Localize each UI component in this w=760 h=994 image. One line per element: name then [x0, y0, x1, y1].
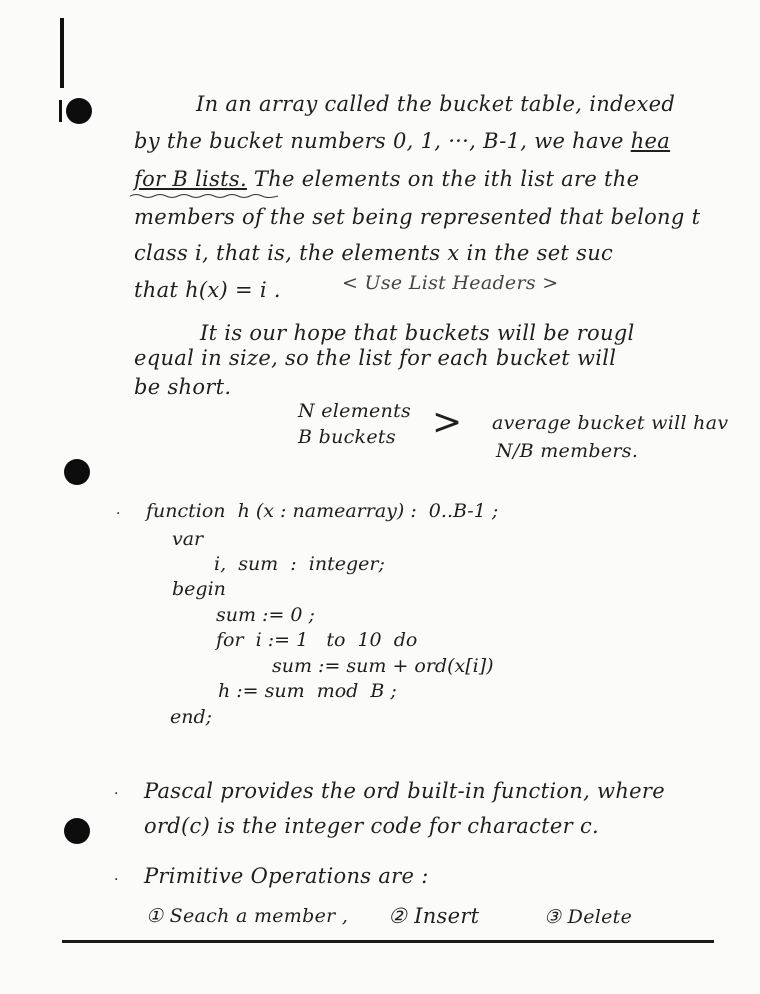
op-insert: ② Insert	[388, 904, 480, 928]
list-headers-note: < Use List Headers >	[342, 272, 559, 294]
binding-edge-mark	[59, 100, 62, 122]
wavy-underline	[130, 193, 278, 199]
note-pascal-line1: Pascal provides the ord built-in function, where	[144, 779, 665, 803]
bottom-rule	[62, 940, 714, 943]
code-line-mod: h := sum mod B ;	[218, 680, 397, 702]
ratio-result-line1: average bucket will hav	[492, 412, 729, 434]
op-search: ① Seach a member ,	[146, 905, 349, 927]
para1-line4: members of the set being represented that belong t	[134, 205, 701, 229]
ratio-b-buckets: B buckets	[298, 426, 396, 448]
code-bullet: ·	[116, 506, 121, 522]
code-line-var: var	[172, 528, 204, 550]
note-pascal-line2: ord(c) is the integer code for character c.	[144, 814, 599, 838]
para1-line1: In an array called the bucket table, indexed	[196, 92, 676, 116]
para1-line3	[134, 167, 639, 191]
code-line-sum-add: sum := sum + ord(x[i])	[272, 655, 494, 677]
ratio-arrow: >	[432, 402, 463, 443]
para2-line3: be short.	[134, 375, 232, 399]
code-line-function: function h (x : namearray) : 0..B-1 ;	[146, 500, 499, 522]
para1-line5: class i, that is, the elements x in the set suc	[134, 241, 614, 265]
code-line-for: for i := 1 to 10 do	[216, 629, 418, 651]
note-bullet: ·	[114, 872, 119, 888]
punch-hole	[64, 459, 90, 485]
punch-hole	[66, 98, 92, 124]
para1-line2-underlined: hea	[630, 129, 671, 153]
punch-hole	[64, 818, 90, 844]
op-delete: ③ Delete	[544, 906, 633, 928]
para1-line3-text: The elements on the ith list are the	[246, 167, 640, 191]
note-primitive-ops: Primitive Operations are :	[144, 864, 429, 888]
code-line-begin: begin	[172, 578, 226, 600]
para1-line3-underlined: for B lists.	[134, 167, 247, 191]
para1-line2-text: by the bucket numbers 0, 1, ···, B-1, we have	[134, 129, 631, 153]
code-line-sum-init: sum := 0 ;	[216, 604, 315, 626]
note-bullet: ·	[114, 786, 119, 802]
ratio-n-elements: N elements	[298, 400, 412, 422]
code-line-decl: i, sum : integer;	[214, 553, 385, 575]
para2-line2: equal in size, so the list for each bucket will	[134, 346, 617, 370]
ratio-result-line2: N/B members.	[496, 440, 639, 462]
binding-edge-mark	[60, 18, 64, 88]
para1-line6: that h(x) = i .	[134, 278, 281, 302]
para2-line1: It is our hope that buckets will be rougl	[200, 321, 635, 345]
code-line-end: end;	[170, 706, 213, 728]
para1-line2	[134, 129, 670, 153]
